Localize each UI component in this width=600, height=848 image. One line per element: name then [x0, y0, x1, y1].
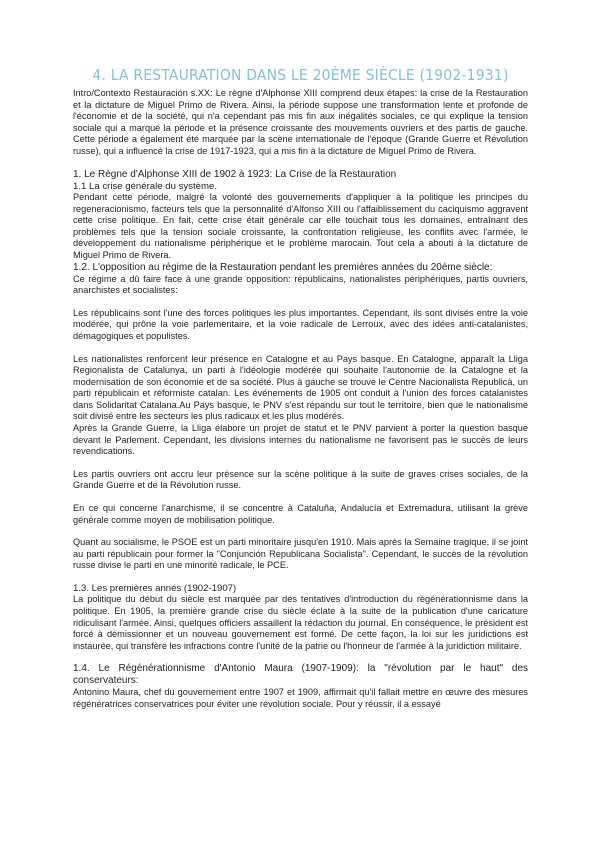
- spacer: [73, 158, 528, 169]
- socialisme-paragraph: Quant au socialisme, le PSOE est un parti minoritaire jusqu'en 1910. Mais après la Semaine tragique, il se joint au parti républicain pour former la "Conjunción Republicana Socialista". Cependant, le succès de la révolution russe divise le parti en une minorité radicale, le PCE.: [73, 537, 528, 571]
- section-1-2-heading: 1.2. L'opposition au régime de la Restauration pendant les premières années du 20ème siècle:: [73, 261, 493, 273]
- spacer: [73, 572, 528, 583]
- document-page: [73, 66, 528, 711]
- ouvriers-paragraph: Les partis ouvriers ont accru leur présence sur la scène politique à la suite de graves crises sociales, de la Grande Guerre et de la Révolution russe.: [73, 468, 528, 491]
- section-1-3-paragraph: La politique du début du siècle est marquée par des tentatives d'introduction du régénérationnisme dans la politique. En 1905, la première grande crise du siècle éclate à la suite de la publication d'une caricature ridiculisant l'armée. Ainsi, quelques officiers assaillent la rédaction du journal. En conséquence, le président est forcé à démissionner et un nouveau gouvernement est formé. De cette façon, la loi sur les juridictions est instaurée, qui transfère les infractions contre l'unité de la patrie ou l'honneur de l'armée à la juridiction militaire.: [73, 594, 528, 651]
- spacer: [73, 652, 528, 663]
- section-1-1-heading: 1.1 La crise générale du système.: [73, 180, 217, 192]
- nationalistes-paragraph: Les nationalistes renforcent leur présence en Catalogne et au Pays basque. En Catalogne, apparaît la Lliga Regionalista de Catalunya, un parti à l'idéologie modérée qui souhaite l'autonomie de la Catalogne et la modernisation de son économie et de sa société. Plus à gauche se trouve le Centre Nacionalista Republicà, un parti républicain et réformiste catalan. Les événements de 1905 ont conduit à l'union des forces catalanistes dans Solidaritat Catalana.Au Pays basque, le PNV s'est répandu sur tout le territoire, bien que le nationalisme soit divisé entre les secteurs les plus radicaux et les plus modérés.: [73, 353, 528, 422]
- spacer: [73, 343, 528, 354]
- spacer: [73, 297, 528, 308]
- anarchisme-paragraph: En ce qui concerne l'anarchisme, il se concentre à Cataluña, Andalucía et Extremadura, utilisant la grève générale comme moyen de mobilisation politique.: [73, 503, 528, 525]
- section-1-3-heading: 1.3. Les premières annés (1902-1907): [73, 583, 237, 594]
- spacer: [73, 458, 528, 469]
- section-1-1-paragraph: Pendant cette période, malgré la volonté des gouvernements d'appliquer à la politique les principes du regeneracionismo, facteurs tels que la personnalité d'Alfonso XIII ou l'affaiblissement du caciquismo aggravent cette crise politique. En fait, cette crise était générale car elle touchait tous les domaines, entraînant des problèmes tels que la tension sociale croissante, la confrontation religieuse, les conflits avec l'armée, le développement du nationalisme périphérique et le problème marocain. Tout cela a abouti à la dictature de Miguel Primo de Rivera.: [73, 191, 528, 260]
- intro-paragraph: Intro/Contexto Restauración s.XX: Le règne d'Alphonse XIII comprend deux étapes: la crise de la Restauration et la dictature de Miguel Primo de Rivera. Ainsi, la période suppose une transformation lente et profonde de l'économie et de la société, qui n'a cependant pas mis fin aux inégalités sociales, ce qui explique la tension sociale qui a marqué la période et la présence croissante des mouvements ouvriers et des partis de gauche. Cette période a également été marquée par la scène internationale de l'époque (Grande Guerre et Révolution russe), qui a influencé la crise de 1917-1923, qui a mis fin à la dictature de Miguel Primo de Rivera.: [73, 88, 528, 156]
- spacer: [73, 526, 528, 537]
- section-1-2-paragraph: Ce régime a dû faire face à une grande opposition: républicains, nationalistes périphériques, partis ouvriers, anarchistes et socialistes:: [73, 273, 528, 296]
- document-title: 4. LA RESTAURATION DANS LE 20ÈME SIÈCLE (1902-1931): [92, 66, 509, 84]
- section-1-4-paragraph: Antonino Maura, chef du gouvernement entre 1907 et 1909, affirmait qu'il fallait mettre en œuvre des mesures régénératrices conservatrices pour éviter une révolution sociale. Pour y réussir, il a essayé: [73, 687, 528, 709]
- section-1-4-heading: 1.4. Le Régénérationnisme d'Antonio Maura (1907-1909): la "révolution par le haut" des conservateurs:: [73, 663, 528, 687]
- spacer: [73, 492, 528, 503]
- grande-guerre-paragraph: Après la Grande Guerre, la Lliga élabore un projet de statut et le PNV parvient à porter la question basque devant le Parlement. Cependant, les divisions internes du nationalisme ne favorisent pas le succès de leurs revendications.: [73, 423, 528, 457]
- republicains-paragraph: Les républicains sont l'une des forces politiques les plus importantes. Cependant, ils sont divisés entre la voie modérée, qui prône la voie parlementaire, et la voie radicale de Lerroux, avec des idées anti-catalanistes, démagogiques et populistes.: [73, 307, 528, 341]
- section-1-heading: 1. Le Règne d'Alphonse XIII de 1902 à 1923: La Crise de la Restauration: [73, 168, 397, 180]
